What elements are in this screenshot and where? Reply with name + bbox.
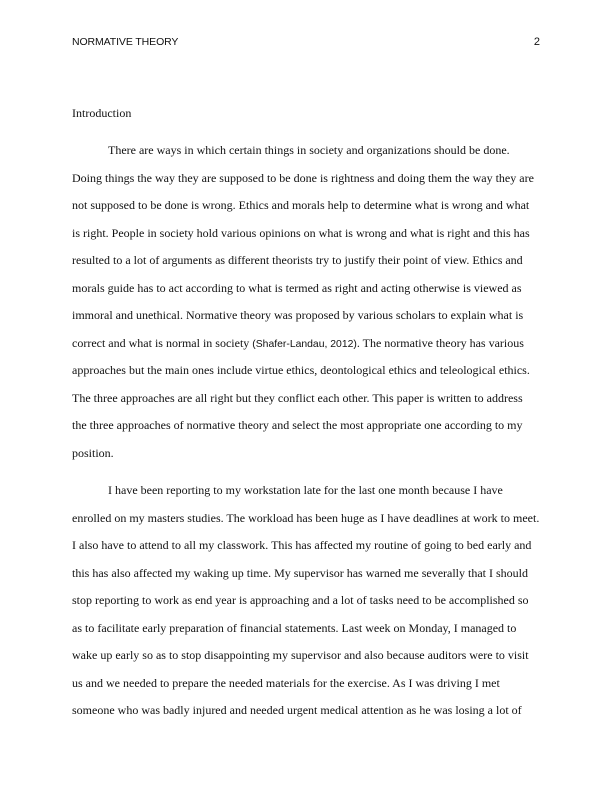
page-number: 2 <box>533 36 540 48</box>
text-segment: correct and what is normal in society <box>72 336 253 350</box>
text-line: enrolled on my masters studies. The workload has been huge as I have deadlines at work to meet. <box>72 511 540 525</box>
text-segment: . The normative theory has various <box>356 336 524 350</box>
text-line: The three approaches are all right but they conflict each other. This paper is written to address <box>72 391 523 405</box>
text-line: morals guide has to act according to what is termed as right and acting otherwise is viewed as <box>72 281 522 295</box>
running-header-title: NORMATIVE THEORY <box>72 36 179 48</box>
text-line: is right. People in society hold various opinions on what is wrong and what is right and this has <box>72 226 530 240</box>
text-line: someone who was badly injured and needed urgent medical attention as he was losing a lot of <box>72 703 522 717</box>
text-line-with-citation <box>72 336 524 351</box>
citation: (Shafer-Landau, 2012) <box>252 339 357 350</box>
text-line: us and we needed to prepare the needed materials for the exercise. As I was driving I met <box>72 676 500 690</box>
text-line: I have been reporting to my workstation late for the last one month because I have <box>108 483 503 497</box>
text-line: as to facilitate early preparation of financial statements. Last week on Monday, I managed to <box>72 621 517 635</box>
text-line: stop reporting to work as end year is approaching and a lot of tasks need to be accomplished so <box>72 593 529 607</box>
text-line: I also have to attend to all my classwork. This has affected my routine of going to bed early and <box>72 538 532 552</box>
text-line: position. <box>72 446 114 460</box>
text-line: not supposed to be done is wrong. Ethics and morals help to determine what is wrong and what <box>72 198 530 212</box>
text-line: approaches but the main ones include virtue ethics, deontological ethics and teleological ethics. <box>72 363 530 377</box>
text-line: There are ways in which certain things in society and organizations should be done. <box>108 143 510 157</box>
text-line: immoral and unethical. Normative theory was proposed by various scholars to explain what is <box>72 308 524 322</box>
text-line: resulted to a lot of arguments as different theorists try to justify their point of view. Ethics and <box>72 253 523 267</box>
text-line: Doing things the way they are supposed to be done is rightness and doing them the way they are <box>72 171 534 185</box>
text-line: this has also affected my waking up time. My supervisor has warned me severally that I should <box>72 566 529 580</box>
text-line: wake up early so as to stop disappointing my supervisor and also because auditors were to visit <box>72 648 529 662</box>
text-line: the three approaches of normative theory and select the most appropriate one according to my <box>72 418 523 432</box>
section-heading: Introduction <box>72 106 132 120</box>
